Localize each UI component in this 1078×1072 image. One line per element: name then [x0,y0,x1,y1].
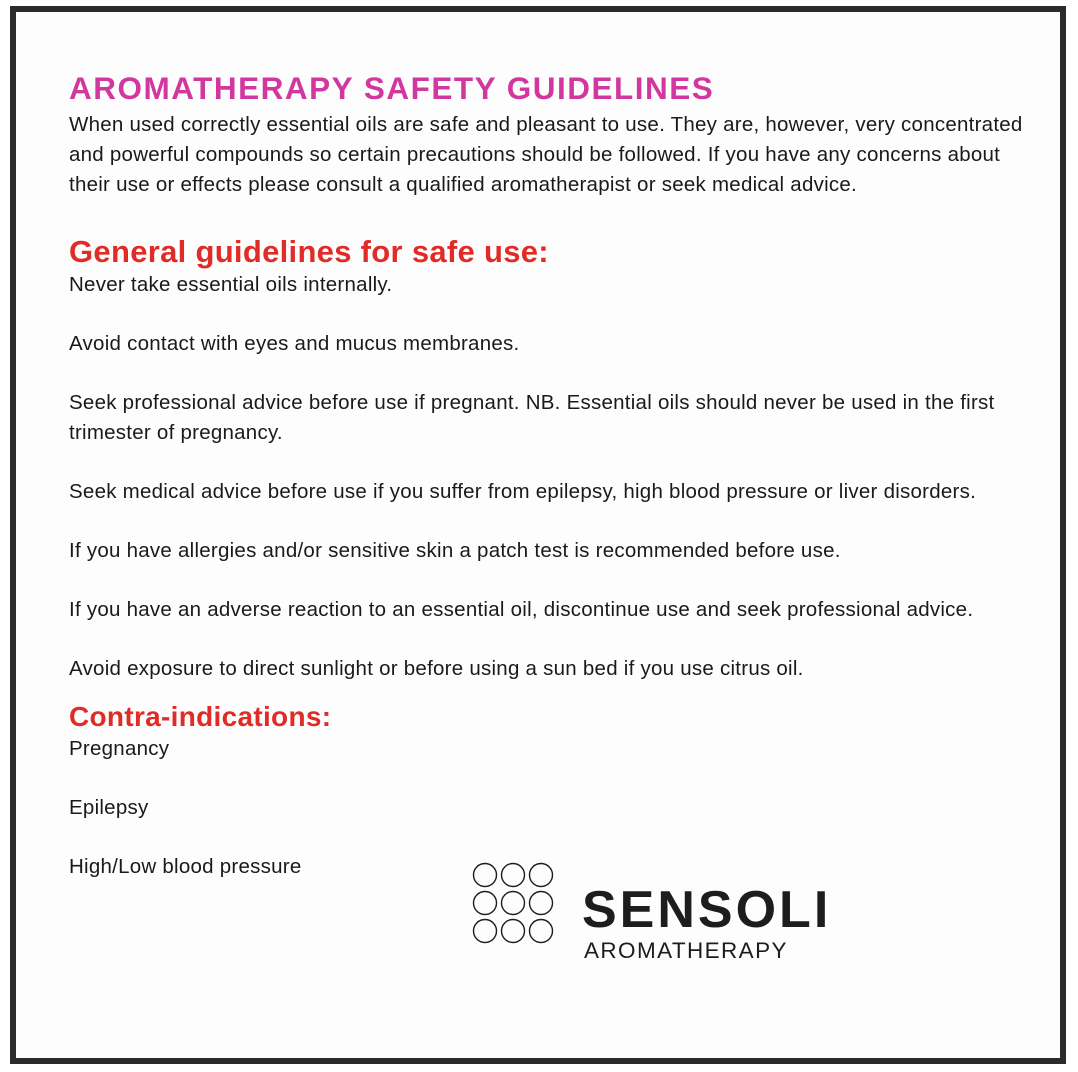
guidelines-content [69,70,1029,882]
guideline-item: If you have allergies and/or sensitive skin a patch test is recommended before use. [69,538,841,562]
logo-subtitle: AROMATHERAPY [584,938,788,963]
logo-brand-name: SENSOLI [582,881,832,939]
general-guidelines-list [69,270,1029,684]
contra-indication-item: High/Low blood pressure [69,854,302,878]
contra-indications-heading: Contra-indications: [69,700,332,732]
guideline-item: Never take essential oils internally. [69,272,393,296]
guidelines-card [10,6,1066,1064]
guideline-item: Avoid contact with eyes and mucus membranes. [69,331,520,355]
contra-indication-item: Pregnancy [69,736,170,760]
guideline-item: Avoid exposure to direct sunlight or before using a sun bed if you use citrus oil. [69,656,804,680]
sensoli-logo [472,862,852,972]
general-guidelines-heading: General guidelines for safe use: [69,233,549,269]
page-title: AROMATHERAPY SAFETY GUIDELINES [69,70,715,106]
contra-indications-list [69,734,1029,882]
contra-indication-item: Epilepsy [69,795,149,819]
nine-circle-grid-icon [472,862,568,958]
guideline-item: Seek medical advice before use if you suffer from epilepsy, high blood pressure or liver disorders. [69,479,977,503]
intro-paragraph: When used correctly essential oils are safe and pleasant to use. They are, however, very concentrated and powerful compounds so certain precautions should be followed. If you have any concerns about their use or effects please consult a qualified aromatherapist or seek medical advice. [69,112,1023,196]
guideline-item: If you have an adverse reaction to an essential oil, discontinue use and seek professional advice. [69,597,974,621]
guideline-item: Seek professional advice before use if pregnant. NB. Essential oils should never be used in the first trimester of pregnancy. [69,390,995,444]
